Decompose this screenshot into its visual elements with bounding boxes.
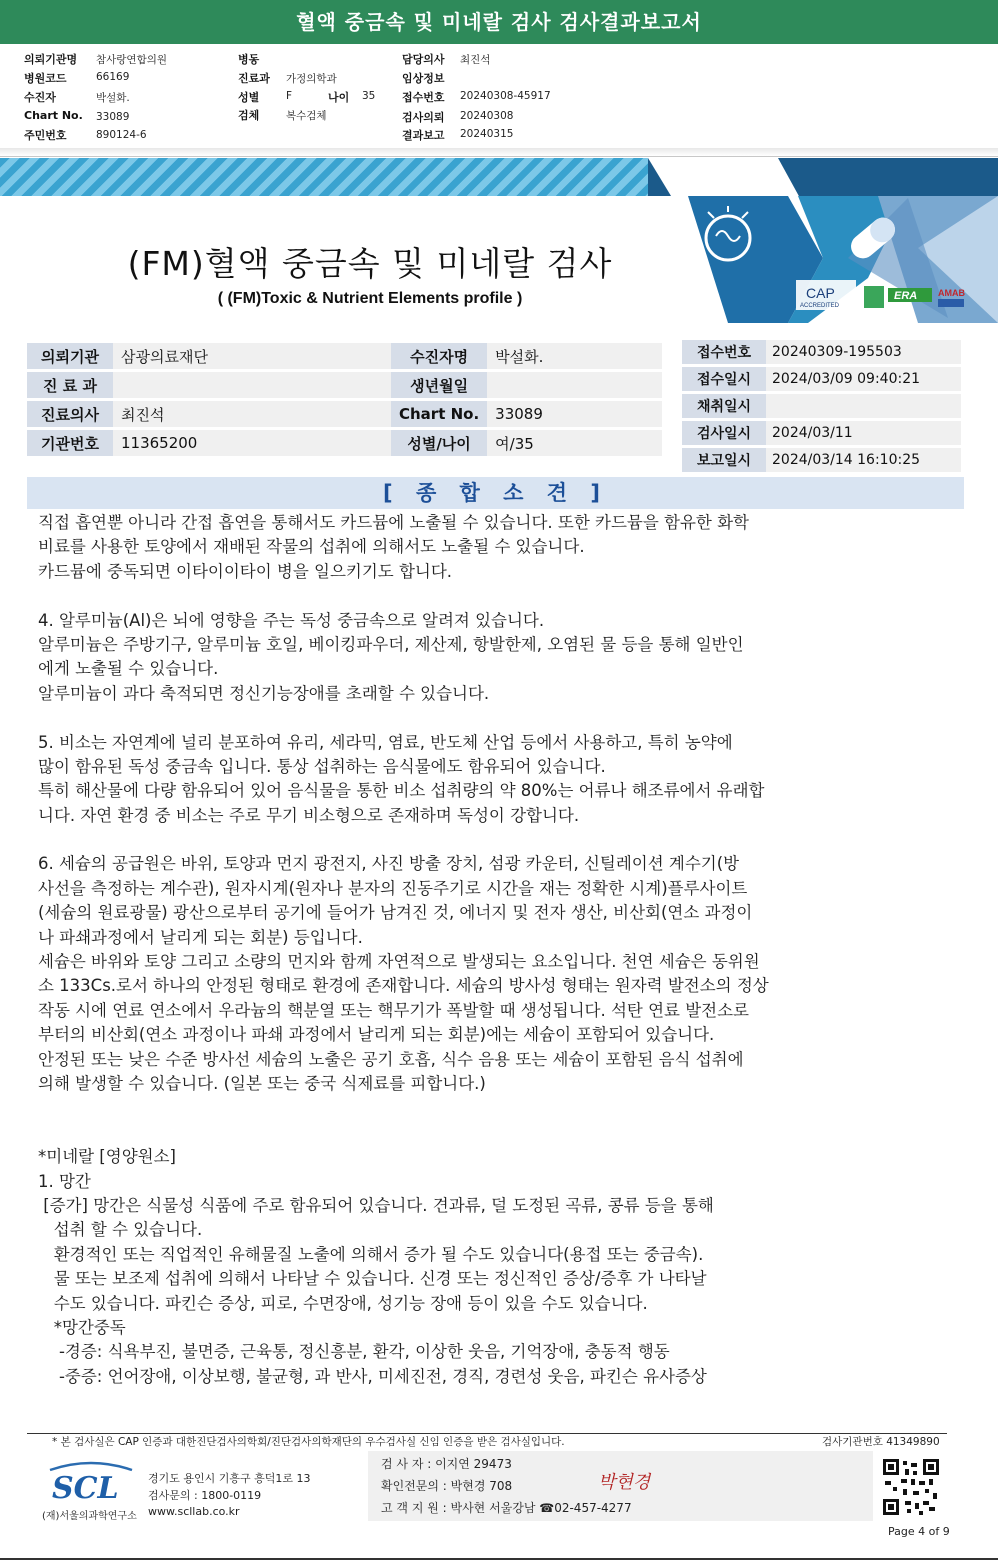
body-line: 환경적인 또는 직업적인 유해물질 노출에 의해서 증가 될 수도 있습니다(용접 또는 중금속). (38, 1244, 704, 1264)
table-row (682, 340, 961, 364)
age-value: 35 (362, 90, 376, 102)
amab-logo-text: AMAB (938, 288, 965, 298)
body-line: 의해 발생할 수 있습니다. (일본 또는 중국 식제료를 피합니다.) (38, 1073, 486, 1093)
sex-value: F (286, 90, 293, 102)
report-subtitle: ( (FM)Toxic & Nutrient Elements profile ) (217, 290, 523, 307)
doctor-value: 최진석 (460, 54, 491, 66)
request-label: 검사의뢰 (402, 111, 445, 124)
chart-cell-label: Chart No. (391, 401, 487, 427)
scl-logo-text: SCL (52, 1471, 119, 1504)
referral-label: 의뢰기관명 (24, 53, 78, 66)
table-row (682, 367, 961, 391)
tester-info: 검 사 자 : 이지연 29473 (381, 1457, 512, 1471)
body-line: 작동 시에 연료 연소에서 우라늄의 핵분열 또는 핵무기가 폭발할 때 생성됩니다. 석탄 연료 발전소로 (38, 1000, 749, 1020)
reported-cell-label: 보고일시 (682, 448, 766, 472)
id-value: 890124-6 (96, 129, 147, 141)
lab-inquiry: 검사문의 : 1800-0119 (148, 1489, 262, 1502)
body-line: 수도 있습니다. 파킨슨 증상, 피로, 수면장애, 성기능 장애 등이 있을 수도 있습니다. (38, 1293, 648, 1313)
body-line: *망간중독 (38, 1317, 126, 1337)
lab-address: 경기도 용인시 기흥구 흥덕1로 13 (148, 1472, 311, 1485)
header-decoration (648, 158, 998, 323)
patient-info-table (27, 340, 662, 459)
dept-label: 진료과 (238, 72, 270, 85)
doctor-cell-label: 진료의사 (27, 401, 113, 427)
referral-cell-value: 삼광의료재단 (113, 343, 391, 369)
body-line: 안정된 또는 낮은 수준 방사선 세슘의 노출은 공기 호흡, 식수 음용 또는 세슘이 포함된 음식 섭취에 (38, 1049, 744, 1069)
id-label: 주민번호 (24, 129, 67, 142)
accession-value: 20240308-45917 (460, 90, 551, 102)
table-row (27, 372, 662, 398)
table-row (27, 401, 662, 427)
body-line: 1. 망간 (38, 1171, 91, 1191)
divider-shadow (0, 148, 998, 156)
request-value: 20240308 (460, 110, 514, 122)
era-logo-text: ERA (894, 290, 918, 302)
support-info: 고 객 지 원 : 박사현 서울강남 ☎02-457-4277 (381, 1501, 632, 1515)
dept-value: 가정의학과 (286, 73, 337, 85)
body-line: *미네랄 [영양원소] (38, 1147, 176, 1167)
result-report-value: 20240315 (460, 128, 514, 140)
cap-logo-subtext: ACCREDITED (800, 303, 840, 309)
table-row (27, 343, 662, 369)
recipient-value: 박설화. (96, 92, 130, 104)
lm-logo (864, 286, 884, 308)
body-line: 에게 노출될 수 있습니다. (38, 659, 219, 679)
report-banner: 혈액 중금속 및 미네랄 검사 검사결과보고서 (0, 0, 998, 44)
result-report-label: 결과보고 (402, 129, 445, 142)
body-line: 사선을 측정하는 계수관), 원자시계(원자나 분자의 진동주기로 시간을 재는 정확한 시계)플루사이트 (38, 878, 748, 898)
summary-header: [ 종 합 소 견 ] (27, 477, 964, 509)
body-line: 물 또는 보조제 섭취에 의해서 나타날 수 있습니다. 신경 또는 정신적인 증상/증후 가 나타날 (38, 1269, 707, 1289)
body-line: 5. 비소는 자연계에 널리 분포하여 유리, 세라믹, 염료, 반도체 산업 등에서 사용하고, 특히 농약에 (38, 732, 733, 752)
body-line: 특히 해산물에 다량 함유되어 있어 음식물을 통한 비소 섭취량의 약 80%는 어류나 해조류에서 유래합 (38, 781, 765, 801)
body-line (38, 706, 958, 730)
bottom-border (0, 1558, 998, 1560)
body-line: 6. 세슘의 공급원은 바위, 토양과 먼지 광전지, 사진 방출 장치, 섬광 카운터, 신틸레이션 계수기(방 (38, 854, 740, 874)
sex-label: 성별 (238, 91, 260, 104)
body-line: (세슘의 원료광물) 광산으로부터 공기에 들어가 남겨진 것, 에너지 및 전자 생산, 비산회(연소 과정이 (38, 903, 753, 923)
institution-code: 검사기관번호 41349890 (822, 1436, 940, 1448)
table-row (27, 430, 662, 456)
body-line: 니다. 자연 환경 중 비소는 주로 무기 비소형으로 존재하며 독성이 강합니다. (38, 805, 580, 825)
age-label: 나이 (328, 91, 350, 104)
dept-cell-value (113, 372, 391, 398)
lab-website[interactable]: www.scllab.co.kr (148, 1505, 240, 1518)
tested-cell-value: 2024/03/11 (766, 421, 961, 445)
collected-cell-label: 채취일시 (682, 394, 766, 418)
top-info-block (0, 44, 998, 157)
summary-body (38, 511, 958, 1389)
body-line (38, 828, 958, 852)
body-line: 직접 흡연뿐 아니라 간접 흡연을 통해서도 카드뮴에 노출될 수 있습니다. 또한 카드뮴을 함유한 화학 (38, 513, 749, 532)
body-line: 카드뮴에 중독되면 이타이이타이 병을 일으키기도 합니다. (38, 561, 453, 581)
sexage-cell-label: 성별/나이 (391, 430, 487, 456)
body-line: 알루미늄이 과다 축적되면 정신기능장애를 초래할 수 있습니다. (38, 683, 490, 703)
body-line: -경증: 식욕부진, 불면증, 근육통, 정신흥분, 환각, 이상한 웃음, 기억장애, 충동적 행동 (38, 1342, 670, 1362)
body-line: [증가] 망간은 식물성 식품에 주로 함유되어 있습니다. 견과류, 덜 도정된 곡류, 콩류 등을 통해 (38, 1195, 714, 1215)
birth-cell-value (487, 372, 662, 398)
body-line: 알루미늄은 주방기구, 알루미늄 호일, 베이킹파우더, 제산제, 항발한제, 오염된 물 등을 통해 일반인 (38, 634, 744, 654)
tested-cell-label: 검사일시 (682, 421, 766, 445)
report-title: (FM)혈액 중금속 및 미네랄 검사 (127, 244, 613, 283)
received-cell-label: 접수일시 (682, 367, 766, 391)
inst-cell-value: 11365200 (113, 430, 391, 456)
chart-cell-value: 33089 (487, 401, 662, 427)
clinical-label: 임상정보 (402, 72, 445, 85)
signature: 박현경 (598, 1472, 651, 1493)
body-line: 많이 함유된 독성 중금속 입니다. 통상 섭취하는 음식물에도 함유되어 있습니다. (38, 756, 606, 776)
body-line: -중증: 언어장애, 이상보행, 불균형, 과 반사, 미세진전, 경직, 경련성 웃음, 파킨슨 유사증상 (38, 1366, 707, 1386)
inst-cell-label: 기관번호 (27, 430, 113, 456)
referral-value: 참사랑연합의원 (96, 54, 168, 66)
accession-label: 접수번호 (402, 91, 445, 104)
body-line: 4. 알루미늄(Al)은 뇌에 영향을 주는 독성 중금속으로 알려져 있습니다. (38, 610, 545, 630)
specimen-value: 복수검체 (286, 110, 327, 122)
accession-cell-value: 20240309-195503 (766, 340, 961, 364)
amab-logo (938, 288, 965, 307)
body-line: 소 133Cs.로서 하나의 안정된 형태로 환경에 존재합니다. 세슘의 방사성 형태는 원자력 발전소의 정상 (38, 976, 769, 996)
cap-logo-text: CAP (806, 285, 835, 301)
dept-cell-label: 진 료 과 (27, 372, 113, 398)
body-line: 비료를 사용한 토양에서 재배된 작물의 섭취에 의해서도 노출될 수 있습니다. (38, 537, 585, 557)
hospital-code-value: 66169 (96, 71, 130, 83)
certification-note: * 본 검사실은 CAP 인증과 대한진단검사의학회/진단검사의학재단의 우수검사실 신임 인증을 받은 검사실입니다. (52, 1436, 565, 1448)
hospital-code-label: 병원코드 (24, 72, 67, 85)
ward-label: 병동 (238, 53, 260, 66)
specimen-label: 검체 (238, 109, 260, 122)
body-line: 세슘은 바위와 토양 그리고 소량의 먼지와 함께 자연적으로 발생되는 요소입니다. 천연 세슘은 동위원 (38, 952, 760, 972)
chart-label: Chart No. (24, 109, 83, 122)
chart-value: 33089 (96, 111, 130, 123)
doctor-cell-value: 최진석 (113, 401, 391, 427)
collected-cell-value (766, 394, 961, 418)
sexage-cell-value: 여/35 (487, 430, 662, 456)
cap-logo (796, 280, 856, 310)
timestamp-table (682, 337, 961, 475)
doctor-label: 담당의사 (402, 53, 445, 66)
body-line: 부터의 비산회(연소 과정이나 파쇄 과정에서 날리게 되는 회분)에는 세슘이 포함되어 있습니다. (38, 1025, 715, 1045)
page-number: Page 4 of 9 (888, 1525, 950, 1538)
qr-code-icon (883, 1459, 939, 1515)
scl-logo (46, 1460, 136, 1504)
lab-organization: (재)서울의과학연구소 (42, 1511, 137, 1522)
body-line: 나 파쇄과정에서 날리게 되는 회분) 등입니다. (38, 927, 363, 947)
table-row (682, 448, 961, 472)
accession-cell-label: 접수번호 (682, 340, 766, 364)
recipient-label: 수진자 (24, 91, 56, 104)
body-line (38, 584, 958, 608)
recipient-cell-label: 수진자명 (391, 343, 487, 369)
reported-cell-value: 2024/03/14 16:10:25 (766, 448, 961, 472)
era-logo (888, 288, 932, 302)
body-line (38, 1096, 958, 1120)
referral-cell-label: 의뢰기관 (27, 343, 113, 369)
confirmer-info: 확인전문의 : 박현경 708 (381, 1479, 513, 1493)
birth-cell-label: 생년월일 (391, 372, 487, 398)
body-line: 섭취 할 수 있습니다. (38, 1220, 203, 1240)
table-row (682, 421, 961, 445)
received-cell-value: 2024/03/09 09:40:21 (766, 367, 961, 391)
body-line (38, 1121, 958, 1145)
table-row (682, 394, 961, 418)
recipient-cell-value: 박설화. (487, 343, 662, 369)
